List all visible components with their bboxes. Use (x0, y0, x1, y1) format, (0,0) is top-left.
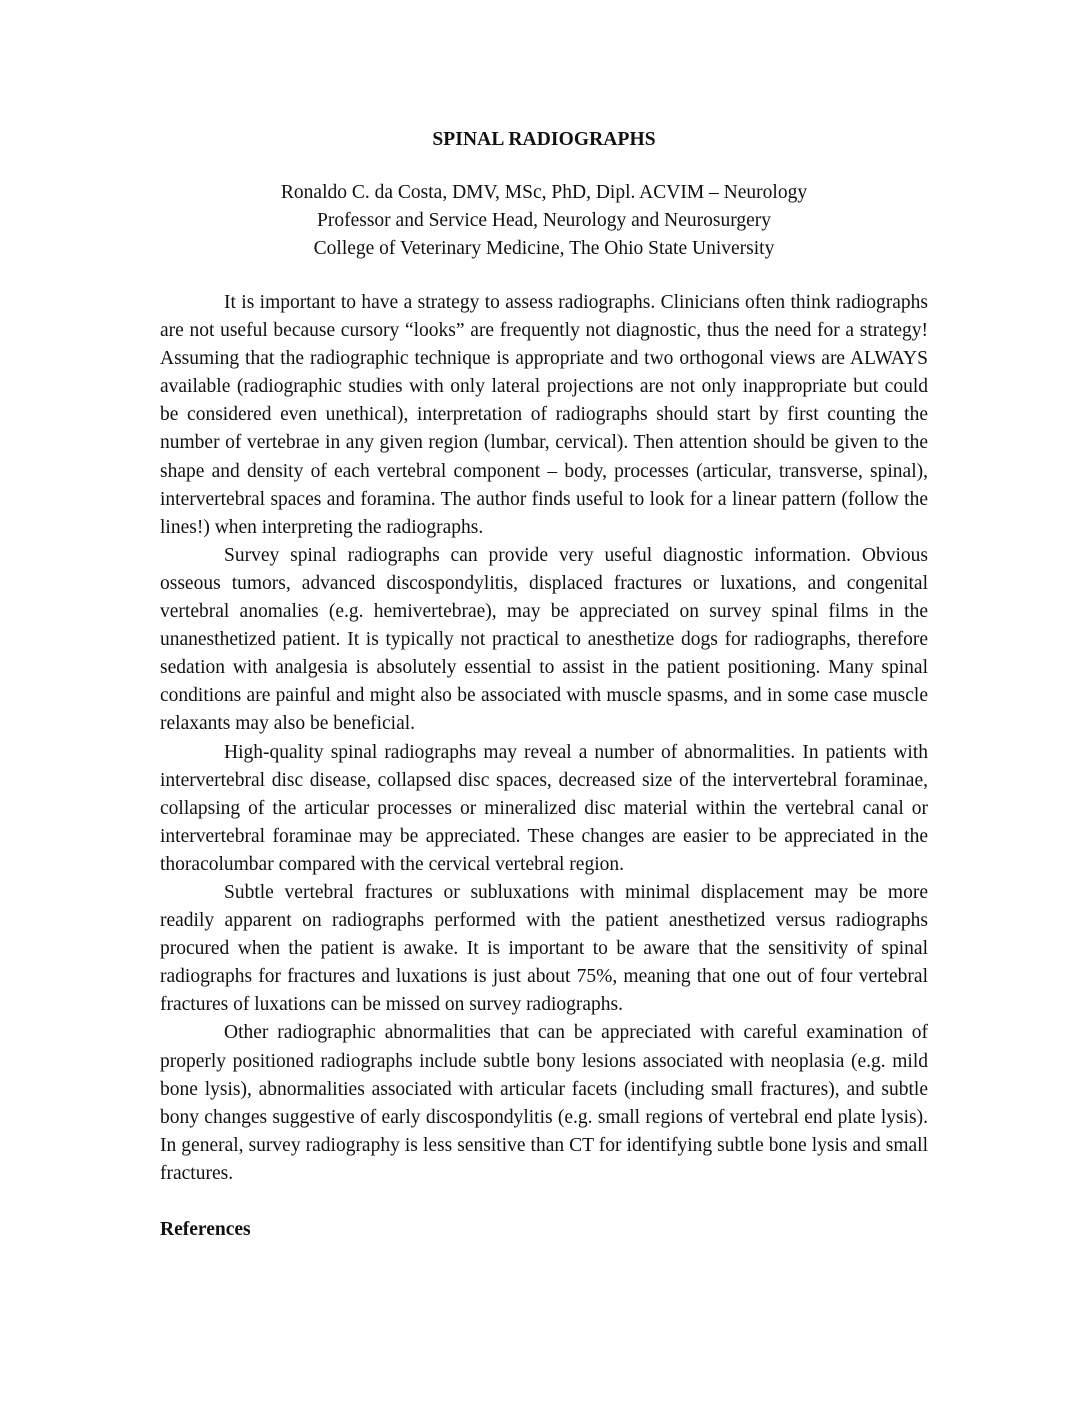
references-heading: References (160, 1219, 251, 1240)
author-affiliation: College of Veterinary Medicine, The Ohio State University (313, 238, 775, 259)
author-block (160, 179, 928, 263)
body-paragraph: High-quality spinal radiographs may reveal a number of abnormalities. In patients with intervertebral disc disease, collapsed disc spaces, decreased size of the intervertebral foraminae, collapsing of the articular processes or mineralized disc material within the vertebral canal or intervertebral foraminae may be appreciated. These changes are easier to be appreciated in the thoracolumbar compared with the cervical vertebral region. (160, 741, 928, 875)
body-paragraph: Subtle vertebral fractures or subluxations with minimal displacement may be more readily apparent on radiographs performed with the patient anesthetized versus radiographs procured when the patient is awake. It is important to be aware that the sensitivity of spinal radiographs for fractures and luxations is just about 75%, meaning that one out of four vertebral fractures of luxations can be missed on survey radiographs. (160, 881, 928, 1016)
body-paragraph: It is important to have a strategy to assess radiographs. Clinicians often think radiographs are not useful because cursory “looks” are frequently not diagnostic, thus the need for a strategy! Assuming that the radiographic technique is appropriate and two orthogonal views are ALWAYS available (radiographic studies with only lateral projections are not only inappropriate but could be considered even unethical), interpretation of radiographs should start by first counting the number of vertebrae in any given region (lumbar, cervical). Then attention should be given to the shape and density of each vertebral component – body, processes (articular, transverse, spinal), intervertebral spaces and foramina. The author finds useful to look for a linear pattern (follow the lines!) when interpreting the radiographs. (160, 292, 928, 538)
author-position: Professor and Service Head, Neurology and Neurosurgery (317, 210, 771, 231)
document-title: SPINAL RADIOGRAPHS (432, 129, 656, 150)
body-paragraph: Survey spinal radiographs can provide very useful diagnostic information. Obvious osseous tumors, advanced discospondylitis, displaced fractures or luxations, and congenital vertebral anomalies (e.g. hemivertebrae), may be appreciated on survey spinal films in the unanesthetized patient. It is typically not practical to anesthetize dogs for radiographs, therefore sedation with analgesia is absolutely essential to assist in the patient positioning. Many spinal conditions are painful and might also be associated with muscle spasms, and in some case muscle relaxants may also be beneficial. (160, 544, 928, 735)
author-name: Ronaldo C. da Costa, DMV, MSc, PhD, Dipl. ACVIM – Neurology (280, 182, 808, 203)
document-page (160, 126, 928, 1244)
body-paragraph: Other radiographic abnormalities that can be appreciated with careful examination of properly positioned radiographs include subtle bony lesions associated with neoplasia (e.g. mild bone lysis), abnormalities associated with articular facets (including small fractures), and subtle bony changes suggestive of early discospondylitis (e.g. small regions of vertebral end plate lysis). In general, survey radiography is less sensitive than CT for identifying subtle bone lysis and small fractures. (160, 1022, 928, 1184)
